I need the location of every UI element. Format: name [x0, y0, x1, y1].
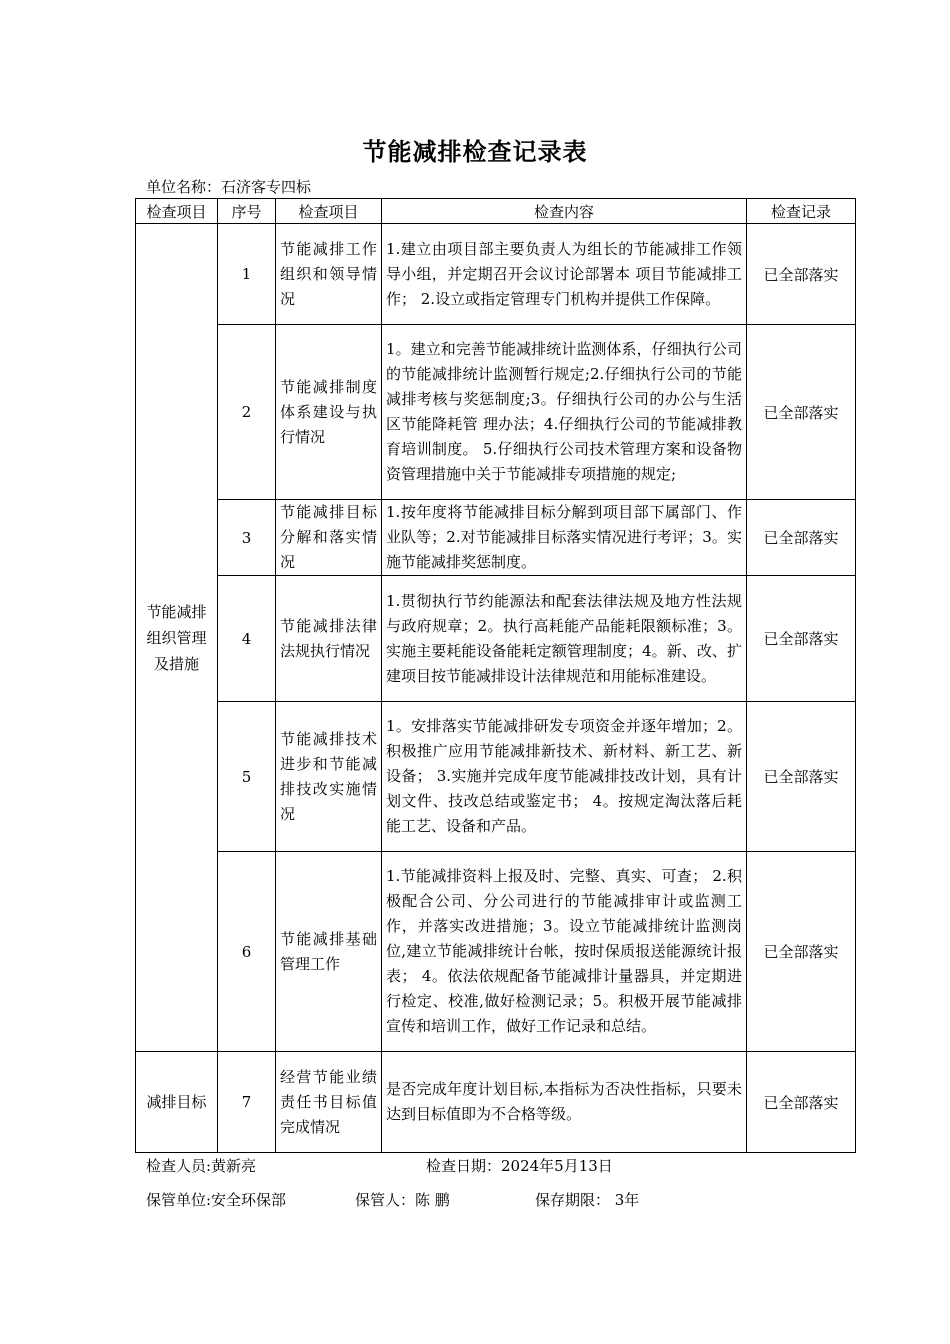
row-number: 2 — [218, 325, 276, 500]
row-number: 6 — [218, 852, 276, 1052]
keeper: 保管人：陈 鹏 — [355, 1191, 450, 1209]
row-record: 已全部落实 — [747, 576, 856, 702]
row-content: 1.按年度将节能减排目标分解到项目部下属部门、作业队等；2.对节能减排目标落实情况进行考评；3。实施节能减排奖惩制度。 — [382, 500, 747, 576]
table-header-row — [136, 199, 856, 224]
row-content: 1.贯彻执行节约能源法和配套法律法规及地方性法规与政府规章；2。执行高耗能产品能耗限额标准；3。实施主要耗能设备能耗定额管理制度；4。新、改、扩建项目按节能减排设计法律规范和用能标准建设。 — [382, 576, 747, 702]
header-content: 检查内容 — [382, 199, 747, 224]
table-row — [136, 576, 856, 702]
table-row — [136, 702, 856, 852]
inspection-date: 检查日期：2024年5月13日 — [426, 1157, 613, 1175]
retention-period: 保存期限： 3年 — [535, 1191, 640, 1209]
table-row — [136, 224, 856, 325]
row-record: 已全部落实 — [747, 852, 856, 1052]
custody-unit: 保管单位:安全环保部 — [146, 1191, 287, 1209]
table-row — [136, 1052, 856, 1153]
row-number: 3 — [218, 500, 276, 576]
unit-name: 单位名称：石济客专四标 — [146, 178, 312, 196]
row-item: 节能减排工作组织和领导情 况 — [276, 224, 382, 325]
page-title: 节能减排检查记录表 — [362, 137, 588, 166]
row-item: 节能减排基础管理工作 — [276, 852, 382, 1052]
row-content: 是否完成年度计划目标,本指标为否决性指标，只要未达到目标值即为不合格等级。 — [382, 1052, 747, 1153]
inspection-table — [135, 198, 856, 1153]
row-record: 已全部落实 — [747, 702, 856, 852]
row-item: 节能减排目标分解和落实情 况 — [276, 500, 382, 576]
row-number: 5 — [218, 702, 276, 852]
table-row — [136, 500, 856, 576]
row-item: 节能减排制度体系建设与执行情况 — [276, 325, 382, 500]
row-record: 已全部落实 — [747, 224, 856, 325]
row-number: 4 — [218, 576, 276, 702]
row-record: 已全部落实 — [747, 500, 856, 576]
header-number: 序号 — [218, 199, 276, 224]
row-record: 已全部落实 — [747, 325, 856, 500]
row-item: 经营节能业绩 责任书目标值 完成情况 — [276, 1052, 382, 1153]
row-item: 节能减排技术进步和节能减排技改实施情况 — [276, 702, 382, 852]
inspector: 检查人员:黄新亮 — [146, 1157, 257, 1175]
category-cell: 减排目标 — [136, 1052, 218, 1153]
row-record: 已全部落实 — [747, 1052, 856, 1153]
row-number: 1 — [218, 224, 276, 325]
row-content: 1。安排落实节能减排研发专项资金并逐年增加；2。积极推广应用节能减排新技术、新材料、新工艺、新设备； 3.实施并完成年度节能减排技改计划，具有计划文件、技改总结或鉴定书； 4。按规定淘汰落后耗能工艺、设备和产品。 — [382, 702, 747, 852]
row-content: 1。建立和完善节能减排统计监测体系，仔细执行公司的节能减排统计监测暂行规定;2.仔细执行公司的节能减排考核与奖惩制度;3。仔细执行公司的办公与生活区节能降耗管 理办法；4.仔细执行公司的节能减排教育培训制度。 5.仔细执行公司技术管理方案和设备物资管理措施中关于节能减排专项措施的规定; — [382, 325, 747, 500]
row-content: 1.建立由项目部主要负责人为组长的节能减排工作领导小组，并定期召开会议讨论部署本 项目节能减排工作； 2.设立或指定管理专门机构并提供工作保障。 — [382, 224, 747, 325]
category-cell: 节能减排组织管理及措施 — [136, 224, 218, 1052]
row-number: 7 — [218, 1052, 276, 1153]
header-item: 检查项目 — [276, 199, 382, 224]
header-record: 检查记录 — [747, 199, 856, 224]
table-row — [136, 325, 856, 500]
row-item: 节能减排法律法规执行情况 — [276, 576, 382, 702]
header-category: 检查项目 — [136, 199, 218, 224]
table-row — [136, 852, 856, 1052]
row-content: 1.节能减排资料上报及时、完整、真实、可查； 2.积极配合公司、分公司进行的节能减排审计或监测工作，并落实改进措施；3。设立节能减排统计监测岗位,建立节能减排统计台帐，按时保质报送能源统计报表； 4。依法依规配备节能减排计量器具，并定期进行检定、校准,做好检测记录；5。积极开展节能减排宣传和培训工作，做好工作记录和总结。 — [382, 852, 747, 1052]
